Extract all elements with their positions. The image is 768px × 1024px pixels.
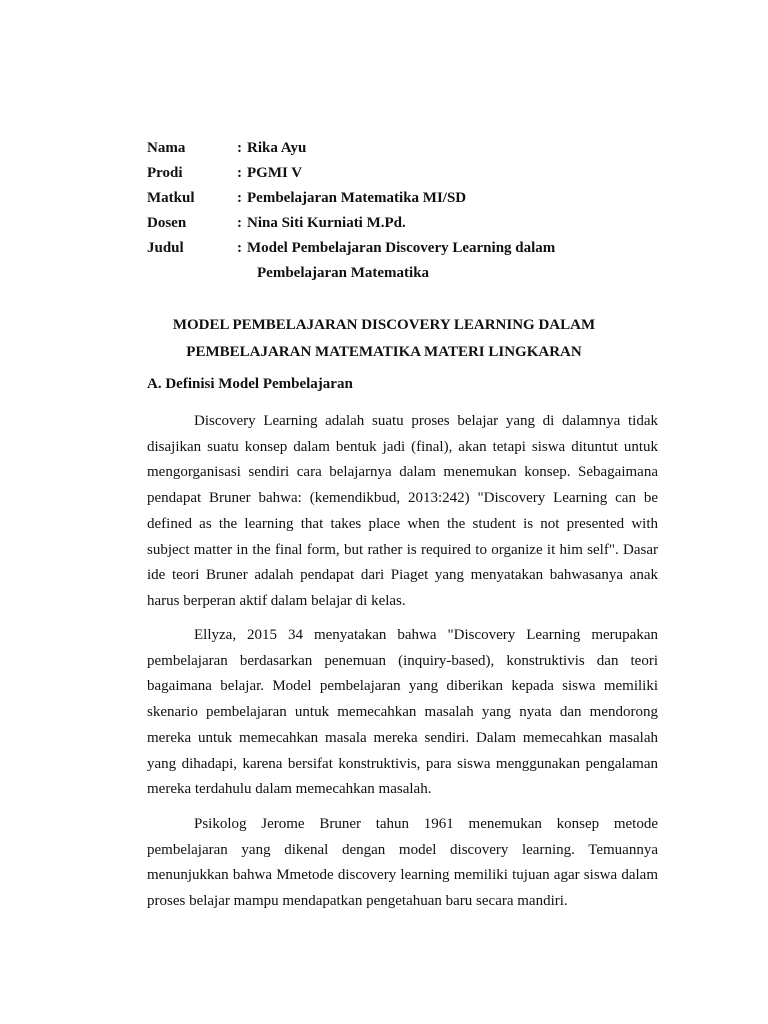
identity-block <box>147 136 555 286</box>
meta-value: Rika Ayu <box>247 140 307 156</box>
title-line-1: MODEL PEMBELAJARAN DISCOVERY LEARNING DALAM <box>172 317 596 333</box>
section-heading: A. Definisi Model Pembelajaran <box>147 376 353 392</box>
meta-value-continuation-text: Pembelajaran Matematika <box>257 265 430 281</box>
meta-label: Matkul <box>147 190 195 206</box>
document-title <box>0 312 768 366</box>
meta-row-nama <box>147 136 555 161</box>
paragraph-text: Ellyza, 2015 34 menyatakan bahwa "Discovery Learning merupakan pembelajaran berdasarkan penemuan (inquiry-based), konstruktivis dan teori bagaimana belajar. Model pembelajaran yang diberikan kepada siswa memiliki skenario pembelajaran untuk memecahkan masalah yang nyata dan mendorong mereka untuk memecahkan masala mereka sendiri. Dalam memecahkan masalah yang dihadapi, karena bersifat konstruktivis, para siswa menggunakan pengalaman mereka terdahulu dalam memecahkan masalah. <box>147 627 658 798</box>
meta-label: Dosen <box>147 215 187 231</box>
meta-row-judul <box>147 236 555 261</box>
meta-row-dosen <box>147 211 555 236</box>
paragraph-3 <box>147 812 658 915</box>
meta-colon: : <box>237 190 242 206</box>
meta-colon: : <box>237 140 242 156</box>
meta-label: Prodi <box>147 165 183 181</box>
paragraph-text: Discovery Learning adalah suatu proses belajar yang di dalamnya tidak disajikan suatu konsep dalam bentuk jadi (final), akan tetapi siswa dituntut untuk mengorganisasi sendiri cara belajarnya dalam menemukan konsep. Sebagaimana pendapat Bruner bahwa: (kemendikbud, 2013:242) "Discovery Learning can be defined as the learning that takes place when the student is not presented with subject matter in the final form, but rather is required to organize it him self". Dasar ide teori Bruner adalah pendapat dari Piaget yang menyatakan bahwasanya anak harus berperan aktif dalam belajar di kelas. <box>147 413 658 609</box>
meta-value: Nina Siti Kurniati M.Pd. <box>247 215 406 231</box>
meta-colon: : <box>237 240 242 256</box>
paragraph-2 <box>147 623 658 803</box>
meta-colon: : <box>237 165 242 181</box>
meta-colon: : <box>237 215 242 231</box>
meta-row-prodi <box>147 161 555 186</box>
title-line-2: PEMBELAJARAN MATEMATIKA MATERI LINGKARAN <box>186 344 582 360</box>
meta-row-matkul <box>147 186 555 211</box>
meta-label: Judul <box>147 240 184 256</box>
meta-value: Model Pembelajaran Discovery Learning dalam <box>247 240 556 256</box>
paragraph-text: Psikolog Jerome Bruner tahun 1961 menemukan konsep metode pembelajaran yang dikenal dengan model discovery learning. Temuannya menunjukkan bahwa Mmetode discovery learning memiliki tujuan agar siswa dalam proses belajar mampu mendapatkan pengetahuan baru secara mandiri. <box>147 816 658 910</box>
paragraph-1 <box>147 409 658 615</box>
meta-value: PGMI V <box>247 165 303 181</box>
meta-value: Pembelajaran Matematika MI/SD <box>247 190 467 206</box>
meta-value-continuation <box>147 261 555 286</box>
meta-label: Nama <box>147 140 186 156</box>
